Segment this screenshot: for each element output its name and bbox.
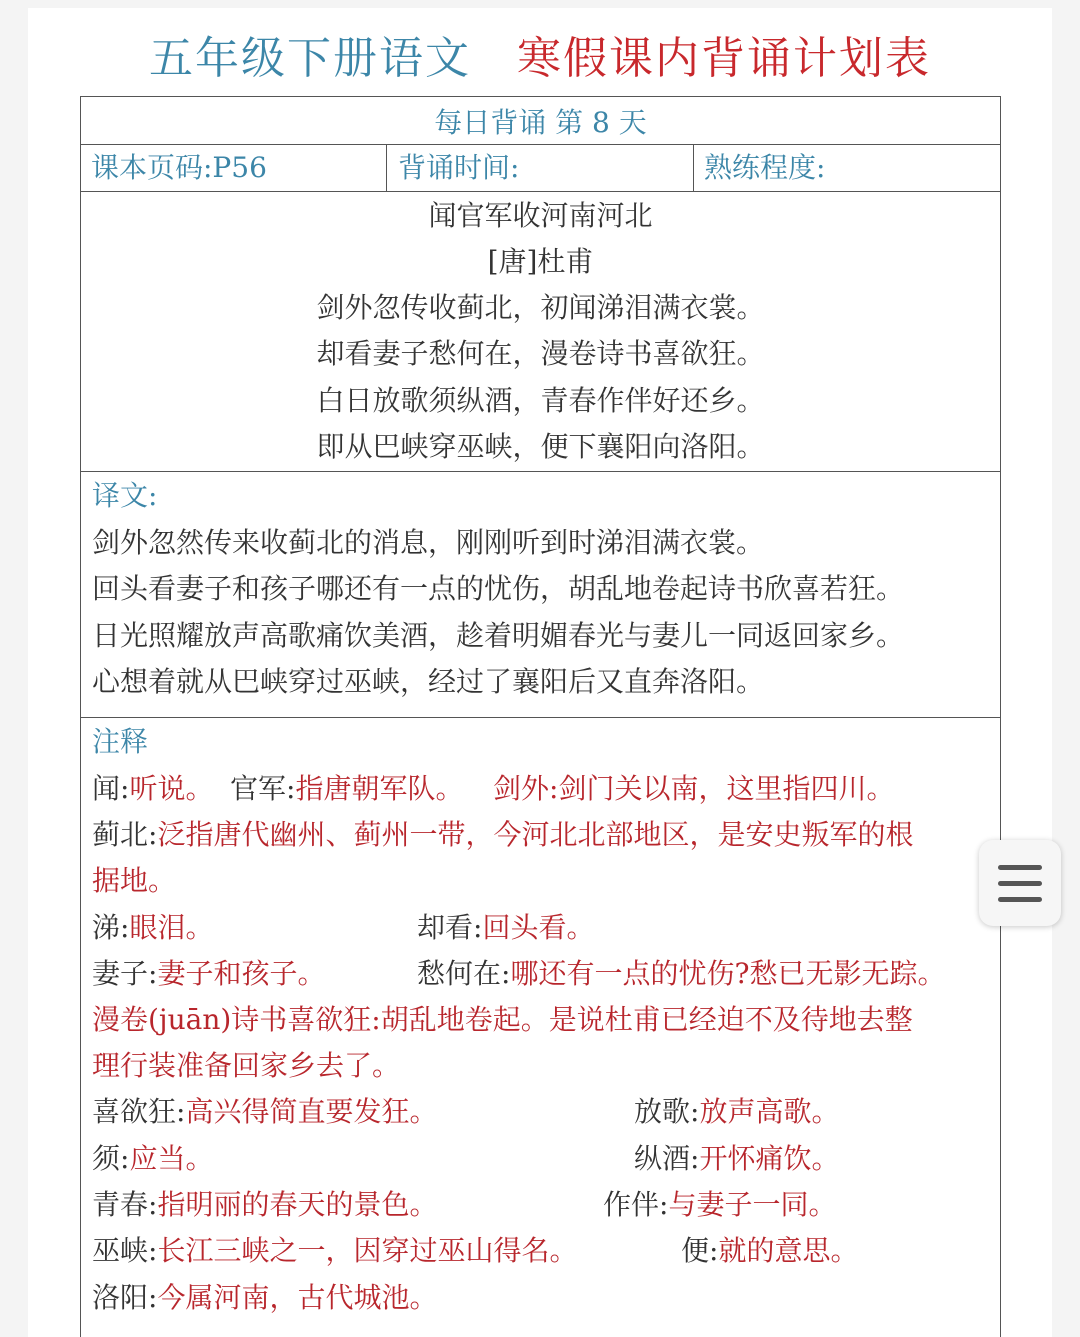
note-item: 洛阳:今属河南，古代城池。 — [92, 1281, 438, 1314]
note-item: 妻子:妻子和孩子。 — [92, 957, 326, 990]
floating-menu-button[interactable] — [979, 840, 1061, 926]
recitation-table — [80, 96, 1001, 1337]
note-item: 纵酒:开怀痛饮。 — [634, 1142, 840, 1175]
note-item: 据地。 — [92, 864, 177, 897]
translation-section — [81, 472, 1000, 718]
proficiency-cell: 熟练程度: — [704, 151, 826, 184]
note-item: 蓟北:泛指唐代幽州、蓟州一带，今河北北部地区，是安史叛军的根 — [92, 818, 914, 851]
title-plan-name: 寒假课内背诵计划表 — [517, 33, 931, 84]
note-item: 官军:指唐朝军队。 — [230, 772, 464, 805]
translation-label: 译文: — [92, 479, 158, 512]
note-item: 剑外:剑门关以南，这里指四川。 — [493, 772, 895, 805]
note-item: 青春:指明丽的春天的景色。 — [92, 1188, 438, 1221]
note-item: 放歌:放声高歌。 — [634, 1095, 840, 1128]
note-item: 漫卷(juān)诗书喜欲狂:胡乱地卷起。是说杜甫已经迫不及待地去整 — [92, 1003, 913, 1036]
page-title — [0, 22, 1080, 86]
translation-line: 日光照耀放声高歌痛饮美酒，趁着明媚春光与妻儿一同返回家乡。 — [92, 619, 905, 652]
poem-line: 即从巴峡穿巫峡，便下襄阳向洛阳。 — [316, 430, 765, 463]
note-item: 便:就的意思。 — [681, 1234, 859, 1267]
note-item: 闻:听说。 — [92, 772, 214, 805]
day-header: 每日背诵 第 8 天 — [81, 97, 1000, 145]
note-item: 愁何在:哪还有一点的忧伤?愁已无影无踪。 — [417, 957, 946, 990]
note-item: 却看:回头看。 — [417, 911, 595, 944]
meta-row — [81, 145, 1000, 192]
page-number-cell: 课本页码:P56 — [81, 145, 387, 191]
poem-author: [唐]杜甫 — [487, 245, 594, 278]
poem-title: 闻官军收河南河北 — [428, 199, 653, 232]
notes-label: 注释 — [92, 725, 149, 758]
note-item: 理行装准备回家乡去了。 — [92, 1049, 401, 1082]
recite-time-cell: 背诵时间: — [387, 145, 694, 191]
translation-line: 心想着就从巴峡穿过巫峡，经过了襄阳后又直奔洛阳。 — [92, 665, 765, 698]
poem-line: 白日放歌须纵酒，青春作伴好还乡。 — [316, 384, 765, 417]
note-item: 巫峡:长江三峡之一，因穿过巫山得名。 — [92, 1234, 578, 1267]
note-item: 须:应当。 — [92, 1142, 214, 1175]
note-item: 喜欲狂:高兴得简直要发狂。 — [92, 1095, 438, 1128]
notes-section — [81, 718, 1000, 1337]
poem-line: 却看妻子愁何在，漫卷诗书喜欲狂。 — [316, 337, 765, 370]
translation-line: 剑外忽然传来收蓟北的消息，刚刚听到时涕泪满衣裳。 — [92, 526, 765, 559]
note-item: 涕:眼泪。 — [92, 911, 214, 944]
title-grade-subject: 五年级下册语文 — [149, 33, 471, 84]
note-item: 作伴:与妻子一同。 — [603, 1188, 837, 1221]
poem-section — [81, 192, 1000, 472]
poem-line: 剑外忽传收蓟北，初闻涕泪满衣裳。 — [316, 291, 765, 324]
translation-line: 回头看妻子和孩子哪还有一点的忧伤，胡乱地卷起诗书欣喜若狂。 — [92, 572, 905, 605]
